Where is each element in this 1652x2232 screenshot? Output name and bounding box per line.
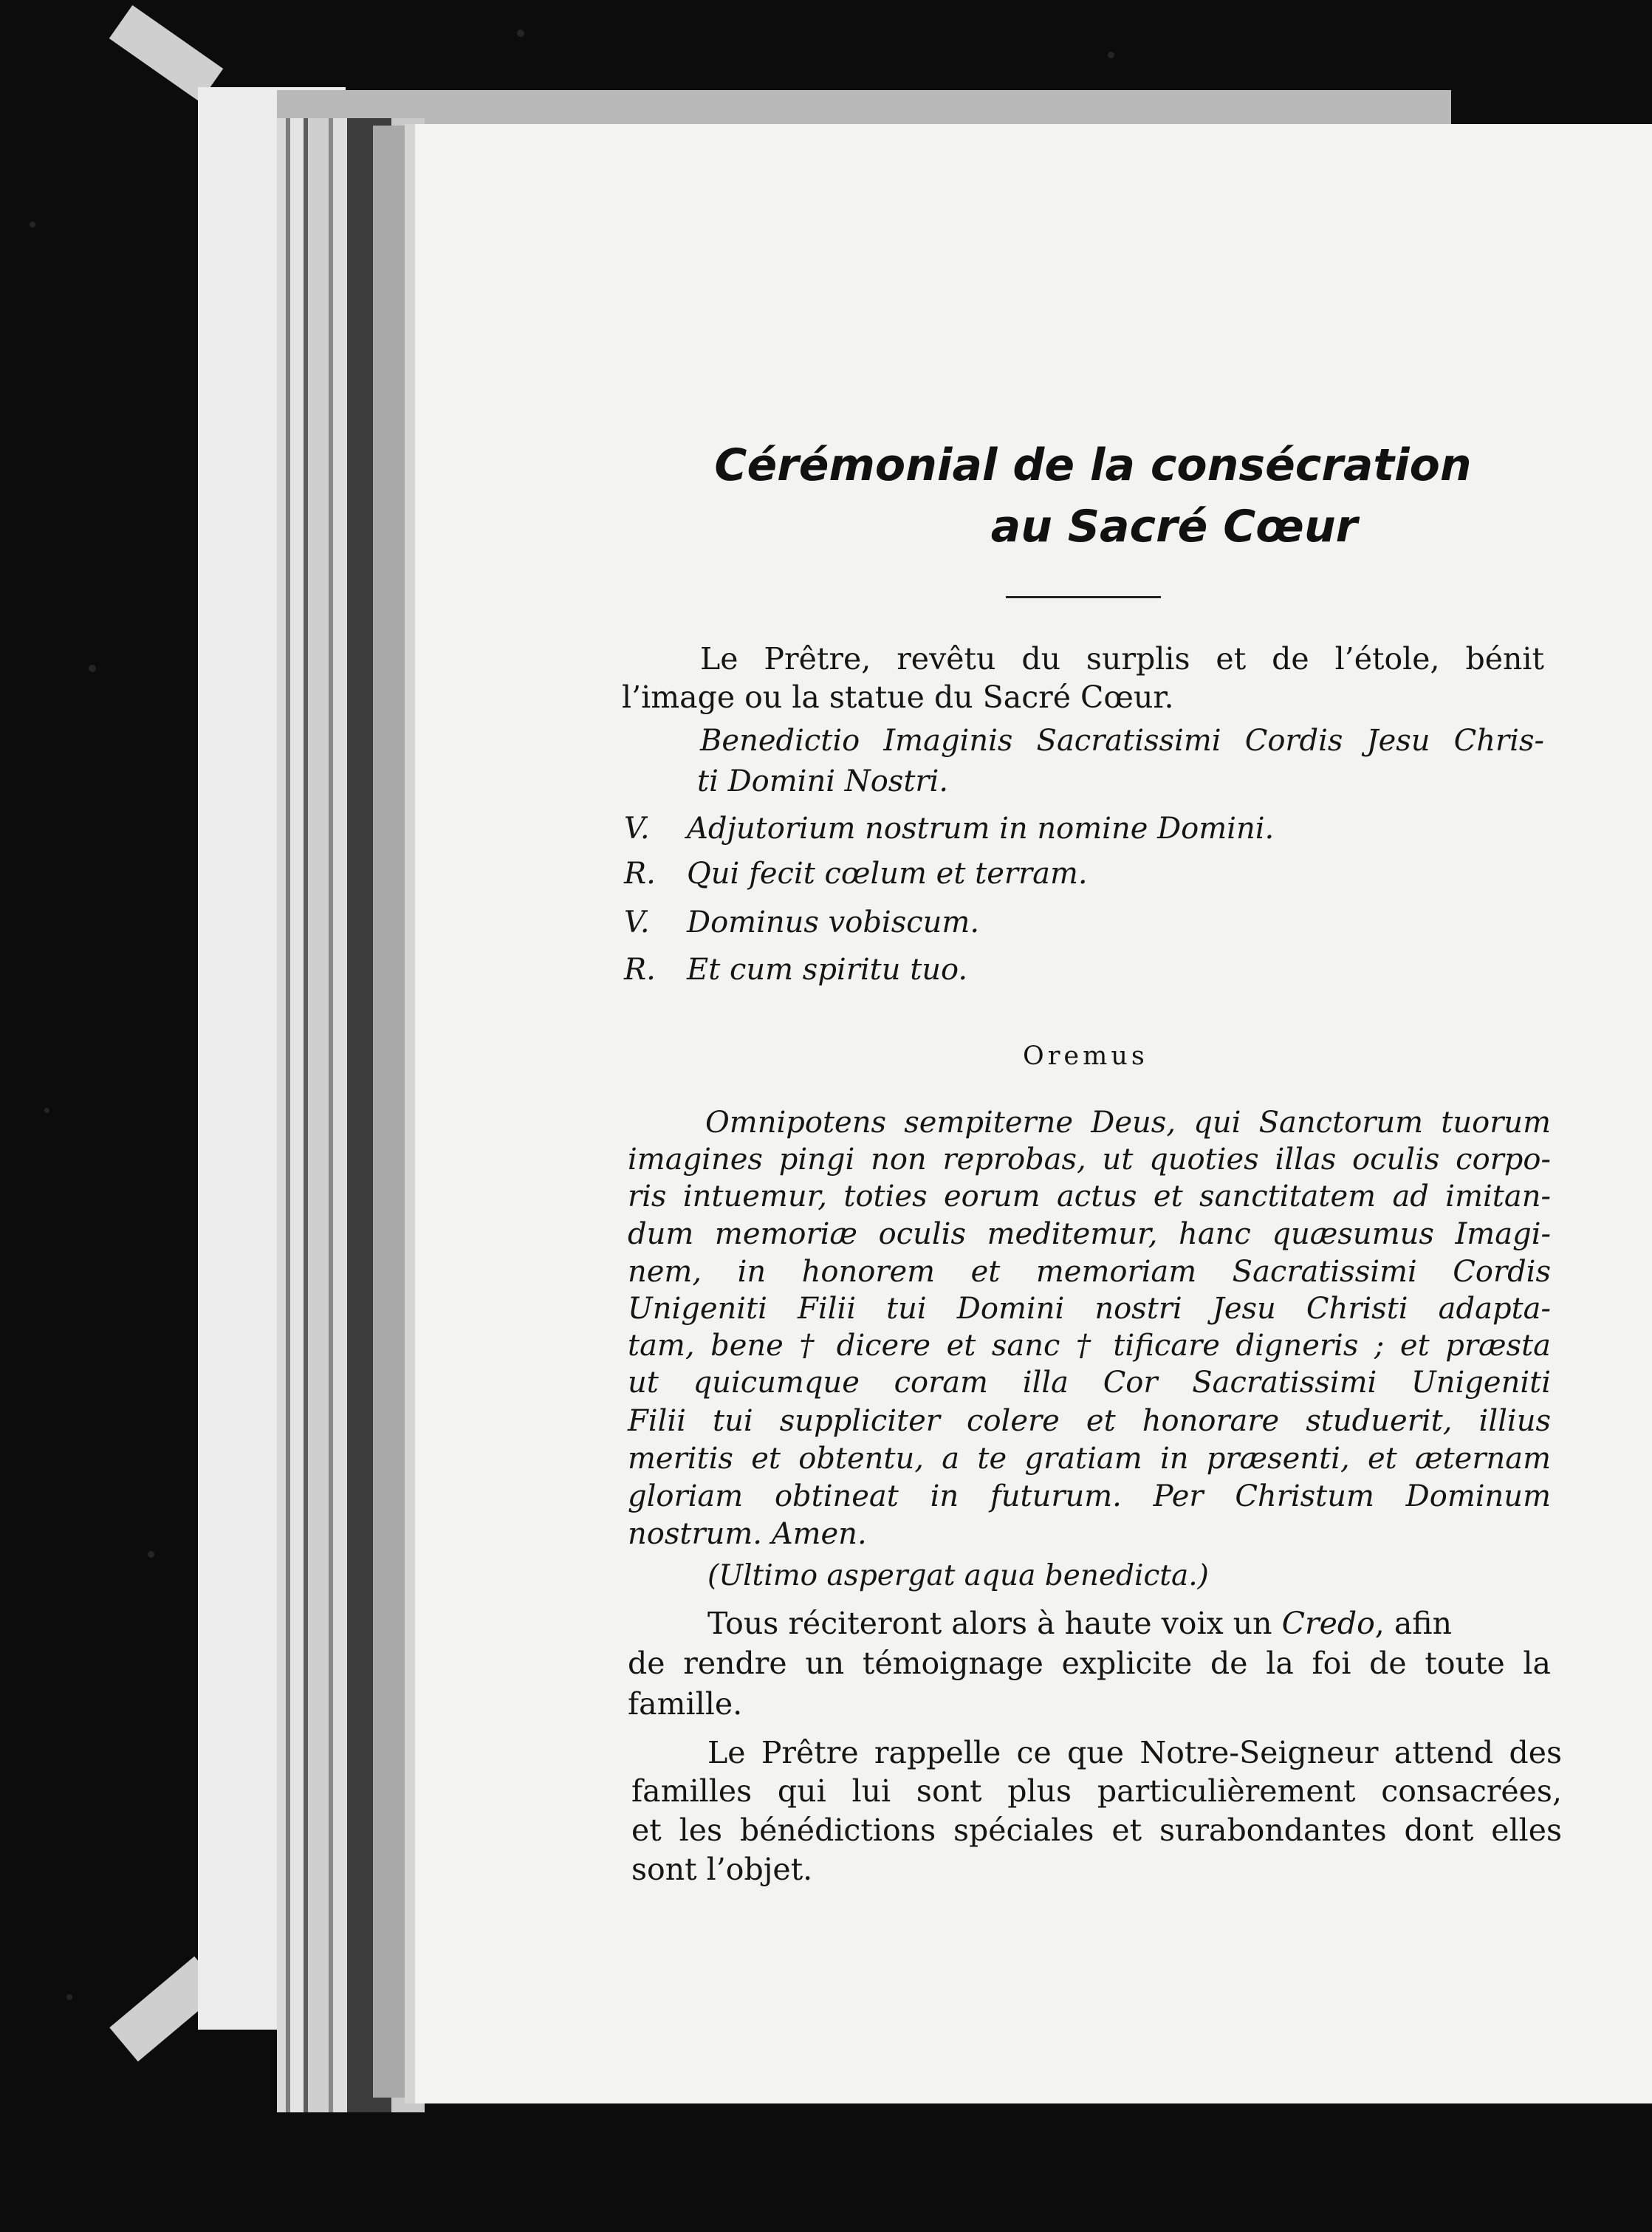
benedictio-line-1: Benedictio Imaginis Sacratissimi Cordis Jesu Chris- (700, 724, 1544, 758)
page-title-line-1: Cérémonial de la consécration (714, 439, 1472, 491)
versicle-text: Adjutorium nostrum in nomine Domini. (687, 812, 1275, 846)
versicle-mark: V. (624, 906, 650, 939)
response-mark: R. (624, 857, 656, 891)
credo-word: Credo (1281, 1606, 1375, 1641)
credo-text-after: , afin (1374, 1606, 1453, 1641)
prayer-line: ris intuemur, toties eorum actus et sanctitatem ad imitan- (628, 1180, 1551, 1213)
closing-line: sont l’objet. (631, 1852, 813, 1887)
prayer-line: Filii tui suppliciter colere et honorare studuerit, illius (628, 1404, 1551, 1438)
intro-line-1: Le Prêtre, revêtu du surplis et de l’étole, bénit (700, 641, 1544, 677)
background-speck (89, 665, 96, 672)
versicle-text: Dominus vobiscum. (687, 906, 980, 939)
prayer-line: imagines pingi non reprobas, ut quoties illas oculis corpo- (628, 1143, 1551, 1177)
title-divider (1006, 596, 1161, 598)
rubric-aspersion: (Ultimo aspergat aqua benedicta.) (707, 1559, 1209, 1592)
prayer-line: Unigeniti Filii tui Domini nostri Jesu Christi adapta- (628, 1292, 1551, 1326)
intro-line-2: l’image ou la statue du Sacré Cœur. (622, 679, 1174, 715)
oremus-heading: Oremus (1023, 1041, 1148, 1071)
response-text: Qui fecit cœlum et terram. (687, 857, 1088, 891)
prayer-line: Omnipotens sempiterne Deus, qui Sanctorum tuorum (705, 1106, 1551, 1140)
prayer-line: nem, in honorem et memoriam Sacratissimi Cordis (628, 1255, 1551, 1289)
credo-text-before: Tous réciteront alors à haute voix un (707, 1606, 1282, 1641)
background-speck (66, 1994, 72, 2000)
response-mark: R. (624, 953, 656, 987)
background-speck (30, 222, 35, 227)
background-speck (1108, 52, 1114, 58)
prayer-line: dum memoriæ oculis meditemur, hanc quæsumus Imagi- (628, 1217, 1551, 1251)
prayer-line: nostrum. Amen. (628, 1517, 867, 1551)
versicle-mark: V. (624, 812, 650, 846)
background-speck (517, 30, 524, 37)
prayer-line: meritis et obtentu, a te gratiam in præsenti, et æternam (628, 1442, 1551, 1476)
background-speck (44, 1108, 49, 1113)
page-edge-shadow (405, 124, 415, 2103)
response-text: Et cum spiritu tuo. (687, 953, 968, 987)
prayer-line: tam, bene † dicere et sanc † tificare digneris ; et præsta (628, 1329, 1551, 1363)
prayer-line: ut quicumque coram illa Cor Sacratissimi Unigeniti (628, 1366, 1551, 1400)
background-speck (148, 1551, 154, 1558)
prayer-line: gloriam obtineat in futurum. Per Christum Dominum (628, 1479, 1551, 1513)
credo-line-3: famille. (628, 1686, 743, 1722)
credo-line-1 (707, 1606, 1553, 1641)
page-title-line-2: au Sacré Cœur (990, 501, 1358, 552)
credo-line-2: de rendre un témoignage explicite de la foi de toute la (628, 1646, 1551, 1681)
closing-line: Le Prêtre rappelle ce que Notre-Seigneur attend des (707, 1735, 1562, 1770)
closing-line: et les bénédictions spéciales et surabondantes dont elles (631, 1812, 1562, 1848)
closing-line: familles qui lui sont plus particulièrement consacrées, (631, 1773, 1562, 1809)
benedictio-line-2: ti Domini Nostri. (697, 764, 949, 798)
